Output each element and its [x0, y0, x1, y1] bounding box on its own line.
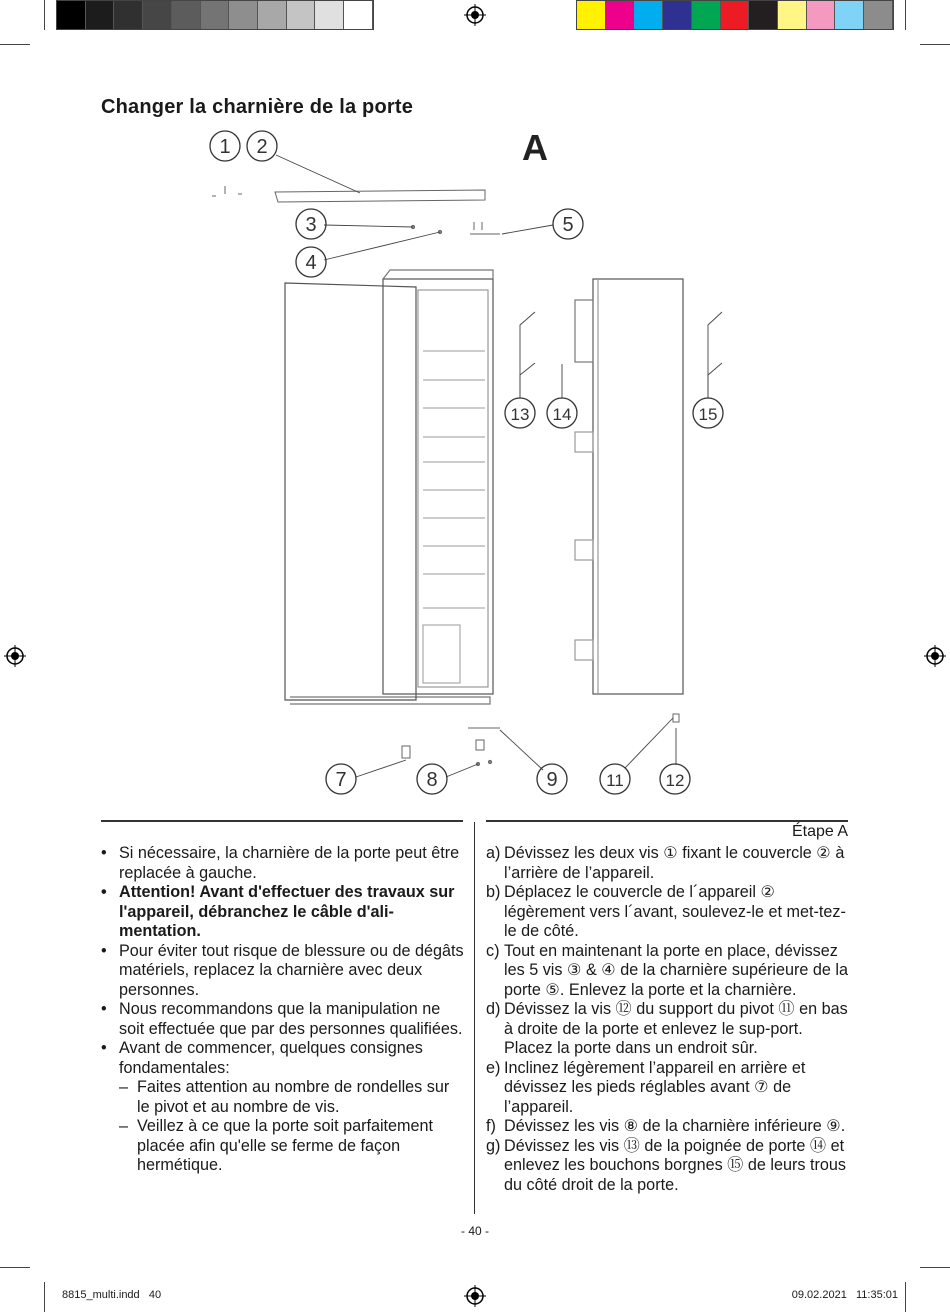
callout-label: 3 [305, 214, 317, 236]
color-swatch [315, 1, 344, 29]
page-title: Changer la charnière de la porte [101, 96, 414, 118]
right-column-rule [486, 820, 848, 822]
bullet-text: Si nécessaire, la charnière de la porte peut être replacée à gauche. [119, 844, 460, 882]
sub-item: – Veillez à ce que la porte soit parfaitement placée afin qu'elle se ferme de façon hermétique. [119, 1117, 434, 1174]
step-item: g) Dévissez les vis ⑬ de la poignée de porte ⑭ et enlevez les bouchons borgnes ⑮ de leurs trous du côté droit de la porte. [486, 1136, 846, 1194]
sub-text: Veillez à ce que la porte soit parfaitement placée afin qu'elle se ferme de façon hermétique. [137, 1117, 434, 1174]
color-swatch [114, 1, 143, 29]
step-item: d) Dévissez la vis ⑫ du support du pivot ⑪ en bas à droite de la porte et enlevez le sup-port. Placez la porte dans un endroit sûr. [486, 1000, 848, 1057]
color-swatch [229, 1, 258, 29]
bullet-item: • Pour éviter tout risque de blessure ou de dégâts matériels, replacez la charnière avec deux personnes. [101, 941, 464, 999]
fridge-body [290, 270, 493, 704]
step-item: a) Dévissez les deux vis ① fixant le couvercle ② à l’arrière de l’appareil. [486, 844, 845, 882]
bullet-text: Attention! Avant d'effectuer des travaux sur l'appareil, débranchez le câble d'ali-mentation. [119, 883, 455, 940]
color-swatch [287, 1, 316, 29]
color-swatch [864, 1, 893, 29]
crop-mark [44, 1282, 45, 1312]
bullet-text: Avant de commencer, quelques consignes fondamentales: [119, 1039, 423, 1077]
footer-file: 8815_multi.indd 40 [62, 1289, 162, 1301]
gray-swatch-bar [56, 0, 374, 30]
color-swatch [577, 1, 606, 29]
callout-label: 9 [546, 769, 558, 791]
fridge-door [285, 283, 416, 700]
page-number: - 40 - [460, 1224, 489, 1238]
bullet-item: • Attention! Avant d'effectuer des travaux sur l'appareil, débranchez le câble d'ali-mentation. [101, 883, 455, 940]
color-swatch [143, 1, 172, 29]
leader-lines [276, 155, 722, 777]
hinge-screws [411, 222, 500, 234]
callout-label: 1 [219, 136, 231, 158]
color-swatch [721, 1, 750, 29]
bullet-text: Pour éviter tout risque de blessure ou de dégâts matériels, replacez la charnière avec deux personnes. [119, 941, 464, 999]
color-swatch [57, 1, 86, 29]
color-swatch [663, 1, 692, 29]
callout-label: 7 [335, 769, 347, 791]
callout-label: 13 [510, 405, 530, 424]
top-cover-part [212, 186, 485, 202]
callout-label: 11 [606, 771, 624, 790]
color-swatch [86, 1, 115, 29]
color-swatch [634, 1, 663, 29]
color-swatch [172, 1, 201, 29]
bullet-item: • Nous recommandons que la manipulation ne soit effectuée que par des personnes qualifiées. [101, 1000, 463, 1038]
step-item: b) Déplacez le couvercle de l´appareil ② légèrement vers l´avant, soulevez-le et met-tez-le de côté. [486, 883, 846, 940]
color-swatch [344, 1, 373, 29]
crop-mark [44, 0, 45, 30]
color-swatch [778, 1, 807, 29]
color-swatch [201, 1, 230, 29]
registration-mark-icon [464, 1285, 486, 1307]
step-item: c) Tout en maintenant la porte en place, dévissez les 5 vis ③ & ④ de la charnière supérieure de la porte ⑤. Enlevez la porte et la charnière. [486, 941, 848, 999]
color-swatch [807, 1, 836, 29]
color-swatch-bar [576, 0, 894, 30]
left-column-rule [101, 820, 463, 822]
footer-date: 09.02.2021 11:35:01 [791, 1289, 898, 1301]
right-column [486, 844, 848, 1195]
color-swatch [749, 1, 778, 29]
crop-mark [905, 0, 906, 30]
crop-mark [0, 44, 30, 45]
sub-text: Faites attention au nombre de rondelles sur le pivot et au nombre de vis. [137, 1078, 450, 1116]
bullet-item: • Avant de commencer, quelques consignes fondamentales: – Faites attention au nombre de rondelles sur le pivot et au nombre de vis. – Veillez à ce que la porte soit parfaitement placée afin qu'elle se ferme de façon hermétique. [101, 1039, 466, 1176]
step-item: f) Dévissez les vis ⑧ de la charnière inférieure ⑨. [486, 1117, 846, 1135]
crop-mark [920, 44, 950, 45]
color-swatch [835, 1, 864, 29]
callout-label: 2 [256, 136, 268, 158]
crop-mark [0, 1267, 30, 1268]
sub-item: – Faites attention au nombre de rondelles sur le pivot et au nombre de vis. [119, 1078, 450, 1116]
callout-label: 15 [698, 405, 718, 424]
callout-label: 12 [665, 771, 685, 790]
left-column [101, 844, 466, 1176]
door-hinge-diagram [0, 120, 950, 810]
callout-label: 5 [562, 214, 574, 236]
color-swatch [692, 1, 721, 29]
column-divider [474, 822, 475, 1214]
fridge-shelves [423, 351, 485, 683]
registration-mark-icon [464, 4, 486, 26]
color-swatch [606, 1, 635, 29]
bottom-parts [402, 714, 679, 766]
step-item: e) Inclinez légèrement l’appareil en arrière et dévissez les pieds réglables avant ⑦ de l’appareil. [486, 1058, 806, 1116]
callout-labels [219, 136, 717, 791]
color-swatch [258, 1, 287, 29]
crop-mark [905, 1282, 906, 1312]
crop-mark [920, 1267, 950, 1268]
door-side-view [575, 279, 683, 694]
bullet-text: Nous recommandons que la manipulation ne soit effectuée que par des personnes qualifiées. [119, 1000, 463, 1038]
callout-label: 4 [305, 252, 317, 274]
callout-label: 14 [552, 405, 572, 424]
step-label: Étape A [791, 823, 848, 840]
step-letter: A [522, 127, 548, 168]
callout-label: 8 [426, 769, 438, 791]
bullet-item: • Si nécessaire, la charnière de la porte peut être replacée à gauche. [101, 844, 460, 882]
